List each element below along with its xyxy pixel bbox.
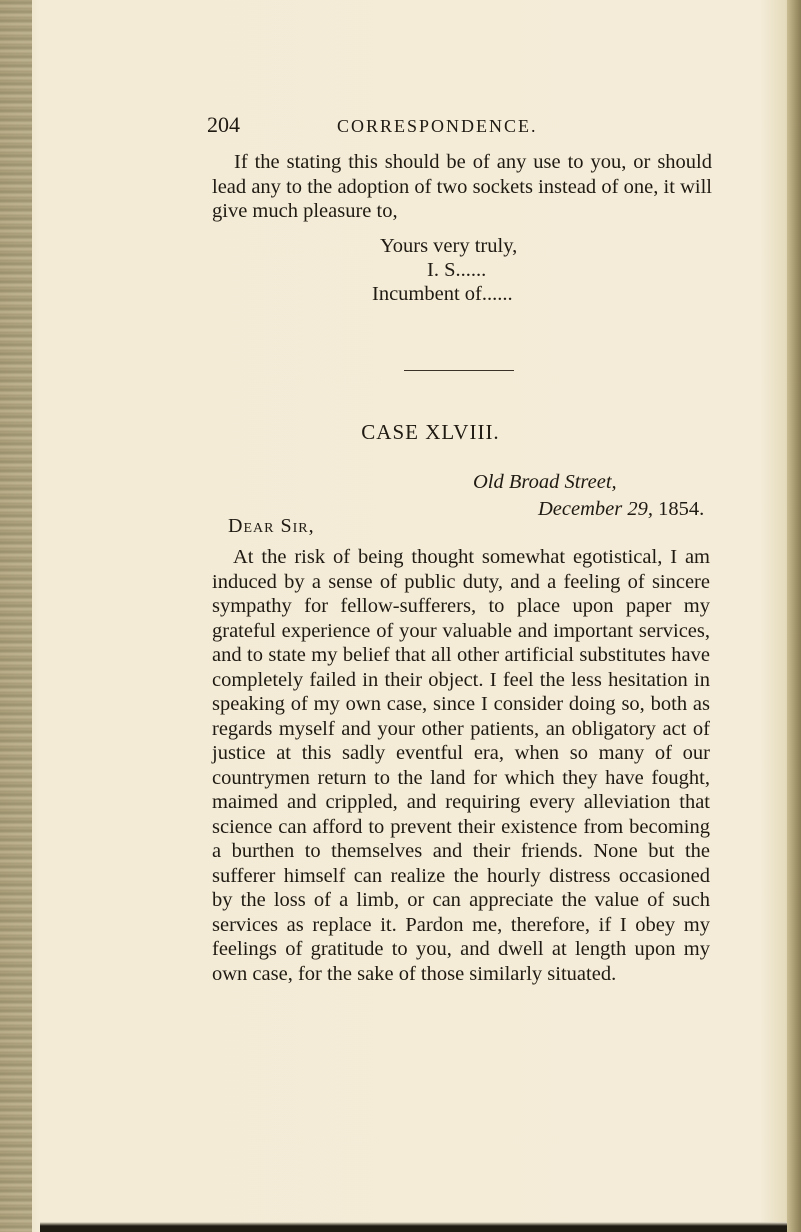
running-head: CORRESPONDENCE. [337, 116, 538, 136]
section-divider [404, 370, 514, 371]
page-number: 204 [207, 112, 240, 137]
salutation: Dear Sir, [228, 515, 315, 537]
book-binding-left [0, 0, 32, 1232]
case-title: CASE XLVIII. [361, 420, 500, 444]
page-bottom-edge [40, 1222, 787, 1232]
book-edge-right [787, 0, 801, 1232]
letter-address: Old Broad Street, [473, 471, 617, 493]
closing-phrase: Yours very truly, [380, 235, 518, 257]
letter-date-month-day: December 29, [538, 498, 653, 520]
signature-title: Incumbent of...... [372, 283, 513, 305]
letter-date-year: 1854. [658, 498, 705, 520]
signature: I. S...... [427, 259, 487, 281]
letter-date [538, 498, 704, 521]
letter-one-closing [372, 234, 517, 306]
letter-one-paragraph: If the stating this should be of any use to you, or should lead any to the adoption of two sockets instead of one, it will give much pleasure to, [212, 151, 712, 222]
case-paragraph: At the risk of being thought somewhat egotistical, I am induced by a sense of public duty, and a feeling of sincere sympathy for fellow-sufferers, to place upon paper my grateful experience of your valuable and important services, and to state my belief that all other artificial substitutes have completely failed in their object. I feel the less hesitation in speaking of my own case, since I consider doing so, both as regards myself and your other patients, an obligatory act of justice at this sadly eventful era, when so many of our countrymen return to the land for which they have fought, maimed and crippled, and requiring every alleviation that science can afford to prevent their existence from becoming a burthen to themselves and their friends. None but the sufferer himself can realize the hourly distress occasioned by the loss of a limb, or can appreciate the value of such services as replace it. Pardon me, therefore, if I obey my feelings of gratitude to you, and dwell at length upon my own case, for the sake of those similarly situated. [212, 546, 710, 985]
